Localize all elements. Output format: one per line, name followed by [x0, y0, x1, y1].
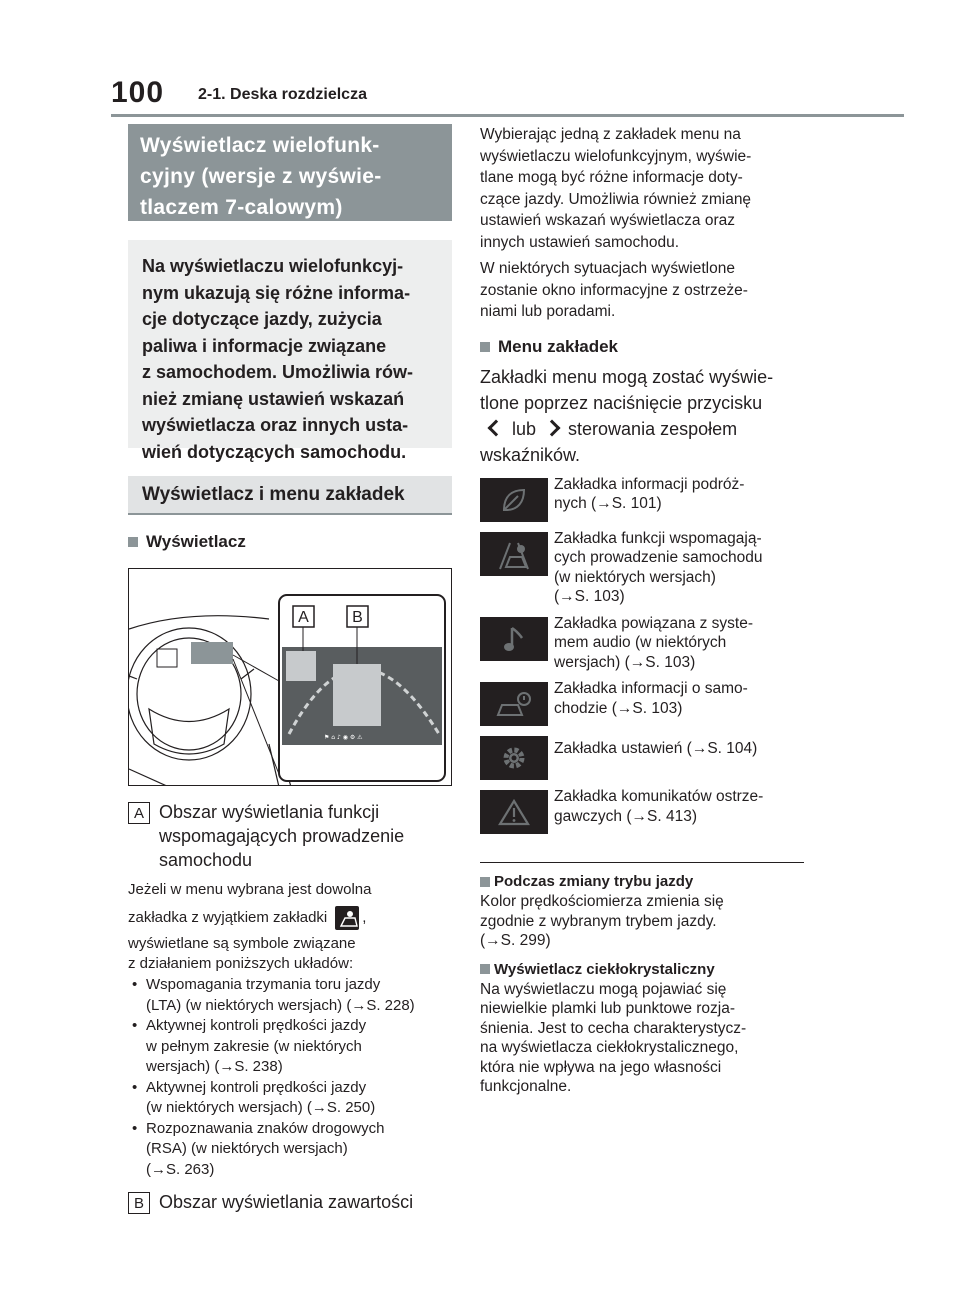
menu-line: tlone poprzez naciśnięcie przycisku	[480, 392, 763, 413]
list-item-line: • Rozpoznawania znaków drogowych	[146, 1119, 385, 1137]
label-b-text: Obszar wyświetlania zawartości	[159, 1192, 414, 1212]
chapter-title-line: tlaczem 7-calowym)	[140, 196, 343, 219]
note-line-text: zakładka z wyjątkiem zakładki	[128, 909, 328, 926]
paragraph-line: czące jazdy. Umożliwia również zmianę	[480, 190, 752, 208]
tab-line: Zakładka ustawień (→S. 104)	[554, 740, 758, 757]
music-note-icon	[480, 617, 548, 661]
tab-line: Zakładka komunikatów ostrze-	[554, 788, 764, 805]
tab-description	[554, 679, 748, 726]
tab-item-trip-info	[480, 475, 804, 522]
subsection-heading: Wyświetlacz i menu zakładek	[128, 476, 452, 515]
list-item-line: wersjach) (→S. 238)	[146, 1058, 283, 1075]
label-a-letter: A	[128, 802, 150, 824]
driving-assist-inline-icon	[335, 906, 359, 930]
intro-line: nym ukazują się różne informa-	[142, 282, 411, 303]
page-number: 100	[111, 76, 165, 109]
info-paragraph	[480, 258, 804, 323]
square-bullet-icon	[480, 877, 490, 887]
tab-description	[554, 614, 753, 673]
intro-line: paliwa i informacje związane	[142, 335, 387, 356]
square-bullet-icon	[480, 342, 490, 352]
dashboard-illustration	[128, 568, 452, 786]
label-a-row	[128, 800, 452, 872]
note-line: niewielkie plamki lub punktowe rozja-	[480, 1000, 736, 1017]
intro-line: wień dotyczących samochodu.	[142, 441, 407, 462]
note-line: (→S. 299)	[480, 932, 551, 949]
menu-line: wskaźników.	[480, 444, 581, 465]
tab-line: Zakładka powiązana z syste-	[554, 614, 754, 632]
list-item	[128, 975, 452, 1016]
display-heading	[128, 532, 452, 552]
menu-line-end: sterowania zespołem	[568, 418, 738, 439]
list-item	[128, 1119, 452, 1181]
tab-line: gawczych (→S. 413)	[554, 807, 697, 825]
vehicle-info-icon	[480, 682, 548, 726]
tab-line: Zakładka informacji o samo-	[554, 680, 748, 697]
list-item-line: (RSA) (w niektórych wersjach)	[146, 1140, 348, 1157]
list-item-line: w pełnym zakresie (w niektórych	[146, 1037, 362, 1055]
tab-line: (→S. 103)	[554, 588, 625, 605]
tab-list	[480, 475, 804, 835]
tab-item-settings	[480, 733, 804, 780]
note-line: która nie wpływa na jego własności	[480, 1058, 722, 1076]
list-item-line: • Wspomagania trzymania toru jazdy	[146, 976, 381, 993]
menu-paragraph	[480, 364, 804, 468]
note-line-comma: ,	[362, 909, 367, 926]
list-item-line: • Aktywnej kontroli prędkości jazdy	[146, 1017, 367, 1034]
tab-line: chodzie (→S. 103)	[554, 699, 683, 717]
chapter-title-line: cyjny (wersje z wyświe-	[140, 165, 382, 188]
gear-icon	[480, 736, 548, 780]
warning-icon	[480, 790, 548, 834]
paragraph-line: niami lub poradami.	[480, 303, 616, 320]
list-item-line: • Aktywnej kontroli prędkości jazdy	[146, 1078, 367, 1096]
tab-line: Zakładka informacji podróż-	[554, 475, 745, 493]
chapter-title-box	[128, 124, 452, 221]
tab-line: nych (→S. 101)	[554, 495, 662, 512]
divider	[480, 862, 804, 863]
note-line: na wyświetlacza ciekłokrystalicznego,	[480, 1039, 739, 1056]
page-header	[0, 0, 960, 118]
menu-line	[480, 416, 804, 442]
tab-line: (w niektórych wersjach)	[554, 568, 716, 586]
note-body-lcd	[480, 980, 804, 1097]
note-body-drive-mode	[480, 892, 804, 951]
note-line: funkcjonalne.	[480, 1078, 572, 1095]
paragraph-line: Wybierając jedną z zakładek menu na	[480, 126, 741, 143]
note-line: wyświetlane są symbole związane	[128, 935, 356, 952]
list-item-line: (w niektórych wersjach) (→S. 250)	[146, 1099, 376, 1116]
note-paragraph	[128, 880, 452, 974]
note-line: śnienia. Jest to cecha charakterystycz-	[480, 1019, 747, 1037]
note-heading-lcd	[480, 961, 804, 978]
tab-item-audio	[480, 614, 804, 673]
menu-heading-text: Menu zakładek	[498, 336, 618, 356]
chevron-left-icon	[488, 420, 505, 437]
menu-line: Zakładki menu mogą zostać wyświe-	[480, 366, 774, 387]
figure-label-a: A	[298, 609, 309, 626]
section-title: 2-1. Deska rozdzielcza	[198, 86, 367, 103]
square-bullet-icon	[128, 537, 138, 547]
tab-description	[554, 733, 757, 780]
systems-list	[128, 975, 452, 1180]
intro-line: z samochodem. Umożliwia rów-	[142, 362, 414, 382]
tab-item-vehicle-info	[480, 679, 804, 726]
tab-description	[554, 787, 763, 834]
tab-description	[554, 529, 763, 607]
paragraph-line: zostanie okno informacyjne z ostrzeże-	[480, 281, 748, 299]
leaf-icon	[480, 478, 548, 522]
label-a-line: samochodu	[159, 850, 253, 870]
note-heading-text: Podczas zmiany trybu jazdy	[494, 873, 694, 890]
intro-line: nież zmianę ustawień wskazań	[142, 388, 405, 409]
note-line: z działaniem poniższych układów:	[128, 955, 354, 972]
list-item-line: (LTA) (w niektórych wersjach) (→S. 228)	[146, 996, 415, 1014]
label-b-row	[128, 1190, 452, 1214]
note-line: Jeżeli w menu wybrana jest dowolna	[128, 881, 372, 898]
tab-line: mem audio (w niektórych	[554, 634, 727, 651]
tab-line: Zakładka funkcji wspomagają-	[554, 529, 762, 547]
note-heading-drive-mode	[480, 873, 804, 890]
chevron-right-icon	[544, 420, 561, 437]
svg-text:⚑ ⌂ ♪ ◉ ⚙ ⚠: ⚑ ⌂ ♪ ◉ ⚙ ⚠	[324, 734, 363, 741]
driving-assist-icon	[480, 532, 548, 576]
square-bullet-icon	[480, 964, 490, 974]
list-item-line: (→S. 263)	[146, 1160, 215, 1178]
tab-description	[554, 475, 744, 522]
label-a-line: wspomagających prowadzenie	[159, 826, 405, 846]
tab-item-driving-assist	[480, 529, 804, 607]
intro-line: Na wyświetlaczu wielofunkcyj-	[142, 256, 404, 276]
note-line: zgodnie z wybranym trybem jazdy.	[480, 912, 717, 930]
tab-line: wersjach) (→S. 103)	[554, 653, 696, 671]
header-rule	[111, 114, 904, 117]
tab-item-warnings	[480, 787, 804, 834]
tab-line: cych prowadzenie samochodu	[554, 549, 763, 566]
right-column	[480, 124, 804, 1097]
list-item	[128, 1078, 452, 1119]
intro-paragraph	[480, 124, 804, 253]
label-a-line: Obszar wyświetlania funkcji	[159, 802, 380, 822]
intro-box	[128, 240, 452, 462]
note-line: Na wyświetlaczu mogą pojawiać się	[480, 980, 727, 998]
figure-label-b: B	[352, 609, 363, 626]
menu-heading	[480, 337, 804, 357]
chapter-title-line: Wyświetlacz wielofunk-	[140, 134, 380, 157]
label-a-text	[159, 800, 404, 872]
dashboard-illustration-svg	[129, 569, 452, 786]
menu-lub: lub	[512, 418, 537, 439]
label-b-letter: B	[128, 1192, 150, 1214]
paragraph-line: wyświetlaczu wielofunkcyjnym, wyświe-	[480, 147, 752, 165]
paragraph-line: innych ustawień samochodu.	[480, 233, 680, 251]
display-heading-text: Wyświetlacz	[146, 532, 246, 551]
paragraph-line: tlane mogą być różne informacje doty-	[480, 169, 743, 186]
note-line	[128, 906, 452, 930]
paragraph-line: W niektórych sytuacjach wyświetlone	[480, 260, 735, 277]
list-item	[128, 1016, 452, 1078]
intro-line: cje dotyczące jazdy, zużycia	[142, 309, 382, 329]
note-heading-text: Wyświetlacz ciekłokrystaliczny	[494, 960, 715, 978]
intro-line: wyświetlacza oraz innych usta-	[142, 415, 409, 435]
note-line: Kolor prędkościomierza zmienia się	[480, 893, 724, 910]
left-column	[128, 124, 452, 1214]
paragraph-line: ustawień wskazań wyświetlacza oraz	[480, 212, 735, 229]
